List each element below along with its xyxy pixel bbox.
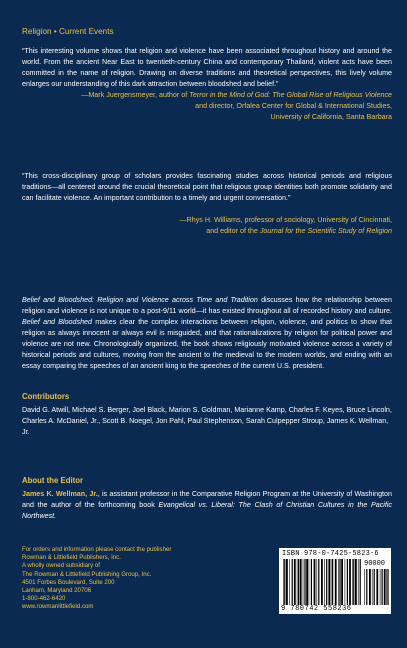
barcode-bar: [292, 559, 293, 605]
barcode-bar: [358, 559, 359, 605]
barcode-bar: [326, 559, 327, 605]
attribution-line: [20, 226, 392, 237]
attribution-line: [20, 90, 392, 101]
publisher-line: 4501 Forbes Boulevard, Suite 200: [22, 578, 115, 586]
barcode-bar: [338, 559, 339, 605]
barcode-bar: [339, 559, 340, 605]
description-text: makes clear the complex interactions between religion, violence, and politics to show that religion as always innocent or always evil is misguided, and that rationalizations by religion for political power and violence are not new. Chronologically organized, the book shows religiously motivated violence across a variety of historical periods and cultures, moving from the ancient to the medieval to the modern worlds, and ending with an essay comparing the speeches of an ancient king to the speeches of the current U.S. president.: [22, 318, 393, 370]
barcode-bar: [352, 559, 353, 605]
barcode-bar: [353, 559, 354, 605]
barcode-bar: [374, 569, 375, 605]
attribution-line: University of California, Santa Barbara: [270, 113, 392, 121]
blurb-juergensmeyer-attribution: [20, 90, 392, 123]
barcode-bar: [364, 569, 365, 605]
editor-heading: About the Editor: [22, 476, 84, 485]
barcode-bar: [382, 569, 383, 605]
barcode-bar: [376, 569, 378, 605]
barcode-bar: [289, 559, 290, 605]
barcode-bar: [387, 569, 388, 605]
book-description: [22, 295, 392, 372]
barcode-bar: [345, 559, 346, 605]
editor-bio-text: , is assistant professor in the Comparative Religion Program at the University of Washington and the author of the forthcoming book: [22, 490, 392, 509]
barcode-bar: [311, 559, 312, 605]
editor-bio: [22, 489, 392, 522]
attribution-line: —Rhys H. Williams, professor of sociology, University of Cincinnati,: [179, 216, 392, 224]
publisher-url: www.rowmanlittlefield.com: [22, 603, 94, 611]
barcode-bar: [304, 559, 305, 605]
barcode-bar: [366, 569, 367, 605]
barcode-bar: [349, 559, 351, 605]
publisher-line: A wholly owned subsidiary of: [22, 562, 100, 570]
barcode-bar: [309, 559, 310, 605]
barcode-bar: [332, 559, 333, 605]
book-title: Belief and Bloodshed: Religion and Violence across Time and Tradition: [22, 296, 258, 304]
barcode-bar: [360, 559, 361, 605]
barcode-bar: [284, 559, 285, 605]
price-code: 90000: [364, 560, 386, 568]
publisher-line: The Rowman & Littlefield Publishing Group, Inc.: [22, 570, 152, 578]
attribution-author: —Mark Juergensmeyer, author of: [81, 91, 190, 99]
attribution-journal-title: Journal for the Scientific Study of Religion: [259, 227, 392, 235]
book-title-short: Belief and Bloodshed: [22, 318, 92, 326]
contributors-heading: Contributors: [22, 392, 70, 401]
barcode-bar: [386, 569, 387, 605]
barcode-bar: [324, 559, 325, 605]
barcode-bar: [380, 569, 381, 605]
publisher-line: 1-800-462-6420: [22, 595, 66, 603]
barcode-bar: [347, 559, 348, 605]
barcode-bar: [294, 559, 296, 605]
barcode-bar: [298, 559, 299, 605]
barcode-bar: [297, 559, 298, 605]
publisher-info: [22, 546, 171, 612]
publisher-line: For orders and information please contact the publisher: [22, 546, 172, 553]
publisher-line: Lanham, Maryland 20706: [22, 587, 92, 595]
category-label: Religion • Current Events: [22, 27, 114, 36]
editor-name: James K. Wellman, Jr.: [22, 490, 98, 498]
barcode-bar: [355, 559, 357, 605]
barcode-bar: [384, 569, 386, 605]
ean-barcode-bars: [283, 559, 361, 605]
attribution-role: and editor of the: [206, 227, 260, 235]
barcode-bar: [283, 559, 284, 605]
barcode-bar: [341, 559, 343, 605]
barcode-bar: [335, 559, 337, 605]
description-text: discusses how the relationship between religion and violence is not unique to a post-9/11 world—it has existed throughout all of recorded history and culture.: [22, 296, 392, 315]
attribution-book-title: Terror in the Mind of God: The Global Rise of Religious Violence: [189, 91, 392, 99]
barcode-bar: [328, 559, 330, 605]
editor-book-title: Evangelical vs. Liberal: The Clash of Christian Cultures in the Pacific Northwest.: [22, 501, 392, 520]
barcode-bar: [372, 569, 373, 605]
barcode-bar: [314, 559, 316, 605]
barcode-bar: [321, 559, 323, 605]
attribution-line: and director, Orfalea Center for Global & International Studies,: [195, 102, 392, 110]
barcode-bar: [300, 559, 302, 605]
blurb-williams-attribution: [20, 215, 392, 237]
blurb-juergensmeyer: “This interesting volume shows that religion and violence have been associated throughout history and around the world. From the ancient Near East to twentieth-century China and contemporary Thailand, violent acts have been committed in the name of religion. Drawing on diverse traditions and theoretical perspectives, this lively volume enlarges our understanding of this dark attraction between bloodshed and belief.”: [22, 47, 392, 88]
barcode-bar: [331, 559, 332, 605]
isbn-label: ISBN 978-0-7425-5823-6: [282, 550, 379, 558]
barcode-bar: [317, 559, 318, 605]
publisher-line: Rowman & Littlefield Publishers, Inc.: [22, 554, 121, 562]
barcode-bar: [303, 559, 304, 605]
barcode-bar: [286, 559, 288, 605]
contributors-list: David G. Atwill, Michael S. Berger, Joel Black, Marion S. Goldman, Marianne Kamp, Charles F. Keyes, Bruce Lincoln, Charles A. McDaniel, Jr., Scott B. Noegel, Jon Pahl, Paul Stephenson, Sarah Culpepper Stroup, James K. Wellman, Jr.: [22, 406, 392, 436]
barcode-bar: [306, 559, 308, 605]
ean-digits: 9 780742 558236: [281, 605, 352, 613]
barcode-bar: [318, 559, 319, 605]
blurb-williams: “This cross-disciplinary group of scholars provides fascinating studies across historical periods and religious traditions—all centered around the crucial theoretical point that religious group identities both promote solidarity and can facilitate violence. An important contribution to a timely and urgent conversation.”: [22, 172, 392, 202]
barcode-bar: [369, 569, 371, 605]
price-barcode-bars: [364, 569, 389, 605]
